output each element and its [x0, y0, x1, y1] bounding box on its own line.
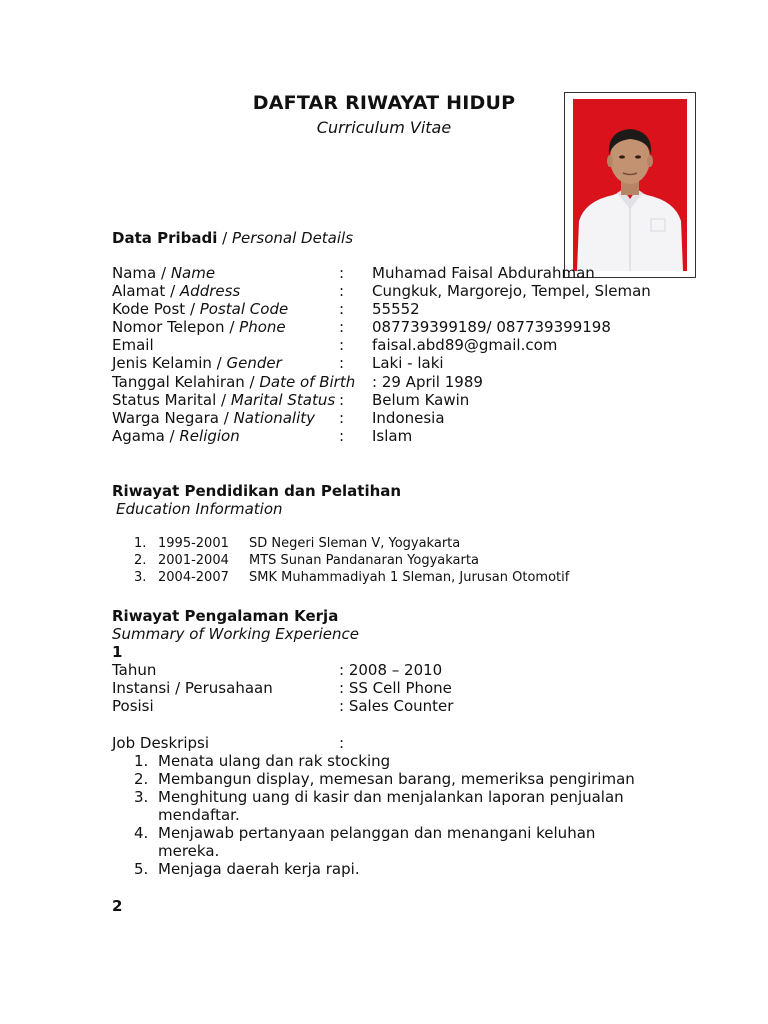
work-heading: Riwayat Pengalaman Kerja [112, 607, 339, 625]
personal-row-value: Belum Kawin [372, 391, 470, 409]
job-description-number: 5. [134, 860, 149, 878]
personal-row-value: Muhamad Faisal Abdurahman [372, 264, 595, 282]
education-item-school: SMK Muhammadiyah 1 Sleman, Jurusan Otomotif [249, 570, 570, 585]
personal-row-colon: : [339, 300, 345, 318]
job-description-text: Membangun display, memesan barang, memeriksa pengiriman [158, 770, 635, 788]
photo-background [573, 99, 687, 271]
education-item-years: 2001-2004 [158, 553, 229, 568]
job-description-text: Menjaga daerah kerja rapi. [158, 860, 360, 878]
job-description-text: Menjawab pertanyaan pelanggan dan menangani keluhan mereka. [158, 824, 596, 860]
personal-row-label: Nomor Telepon / Phone [112, 318, 286, 336]
job-description-number: 4. [134, 824, 149, 842]
document-subtitle: Curriculum Vitae [316, 118, 452, 137]
personal-row-colon: : [339, 427, 345, 445]
profile-photo [564, 92, 696, 278]
education-item [0, 553, 768, 570]
personal-row-colon: : [339, 354, 345, 372]
education-item-number: 1. [134, 536, 147, 551]
personal-row-value: Cungkuk, Margorejo, Tempel, Sleman [372, 282, 651, 300]
personal-row-label: Alamat / Address [112, 282, 241, 300]
work-detail-row [112, 679, 452, 697]
education-item-number: 3. [134, 570, 147, 585]
personal-row-value: faisal.abd89@gmail.com [372, 336, 558, 354]
education-item-school: SD Negeri Sleman V, Yogyakarta [249, 536, 461, 551]
work-entry-number: 1 [112, 643, 123, 661]
education-heading-en: Education Information [116, 500, 283, 518]
work-detail-value: : SS Cell Phone [339, 679, 452, 697]
education-item [0, 536, 768, 553]
person-portrait-icon [573, 99, 687, 271]
personal-row-value: Indonesia [372, 409, 445, 427]
personal-row-colon: : [339, 391, 345, 409]
work-detail-label: Posisi [112, 697, 154, 715]
personal-row-label: Nama / Name [112, 264, 216, 282]
personal-row-value: 55552 [372, 300, 420, 318]
work-heading-en: Summary of Working Experience [112, 625, 359, 643]
personal-row-colon: : [339, 336, 345, 354]
education-item-years: 1995-2001 [158, 536, 229, 551]
personal-row-colon: : [339, 282, 345, 300]
education-heading: Riwayat Pendidikan dan Pelatihan [112, 482, 402, 500]
work-detail-row [112, 661, 443, 679]
education-item [0, 570, 768, 587]
work-detail-value: : Sales Counter [339, 697, 454, 715]
work-detail-label: Instansi / Perusahaan [112, 679, 273, 697]
personal-row-label: Status Marital / Marital Status [112, 391, 336, 409]
personal-row-label: Agama / Religion [112, 427, 240, 445]
work-detail-row [112, 697, 454, 715]
personal-row-colon: : [339, 264, 345, 282]
personal-row-value: Laki - laki [372, 354, 444, 372]
work-detail-value: : 2008 – 2010 [339, 661, 443, 679]
job-description-number: 2. [134, 770, 149, 788]
personal-row-value: : 29 April 1989 [372, 373, 483, 391]
work-detail-label: Tahun [112, 661, 157, 679]
personal-row-label: Tanggal Kelahiran / Date of Birth [112, 373, 356, 391]
personal-row-label: Email [112, 336, 154, 354]
job-description-colon: : [339, 734, 345, 752]
education-item-school: MTS Sunan Pandanaran Yogyakarta [249, 553, 479, 568]
education-item-number: 2. [134, 553, 147, 568]
document-title: DAFTAR RIWAYAT HIDUP [252, 92, 516, 114]
personal-row-label: Jenis Kelamin / Gender [112, 354, 282, 372]
personal-details-heading: Data Pribadi / Personal Details [112, 229, 354, 247]
job-description-text: Menata ulang dan rak stocking [158, 752, 391, 770]
personal-row-colon: : [339, 409, 345, 427]
job-description-number: 1. [134, 752, 149, 770]
job-description-label-row [112, 734, 345, 752]
personal-row-label: Warga Negara / Nationality [112, 409, 316, 427]
work-next-entry-number: 2 [112, 897, 123, 915]
personal-row-value: Islam [372, 427, 413, 445]
education-item-years: 2004-2007 [158, 570, 229, 585]
personal-row-label: Kode Post / Postal Code [112, 300, 289, 318]
personal-row-colon: : [339, 318, 345, 336]
job-description-number: 3. [134, 788, 149, 806]
job-description-text: Menghitung uang di kasir dan menjalankan laporan penjualan mendaftar. [158, 788, 624, 824]
personal-row-value: 087739399189/ 087739399198 [372, 318, 611, 336]
job-description-label: Job Deskripsi [112, 734, 210, 752]
